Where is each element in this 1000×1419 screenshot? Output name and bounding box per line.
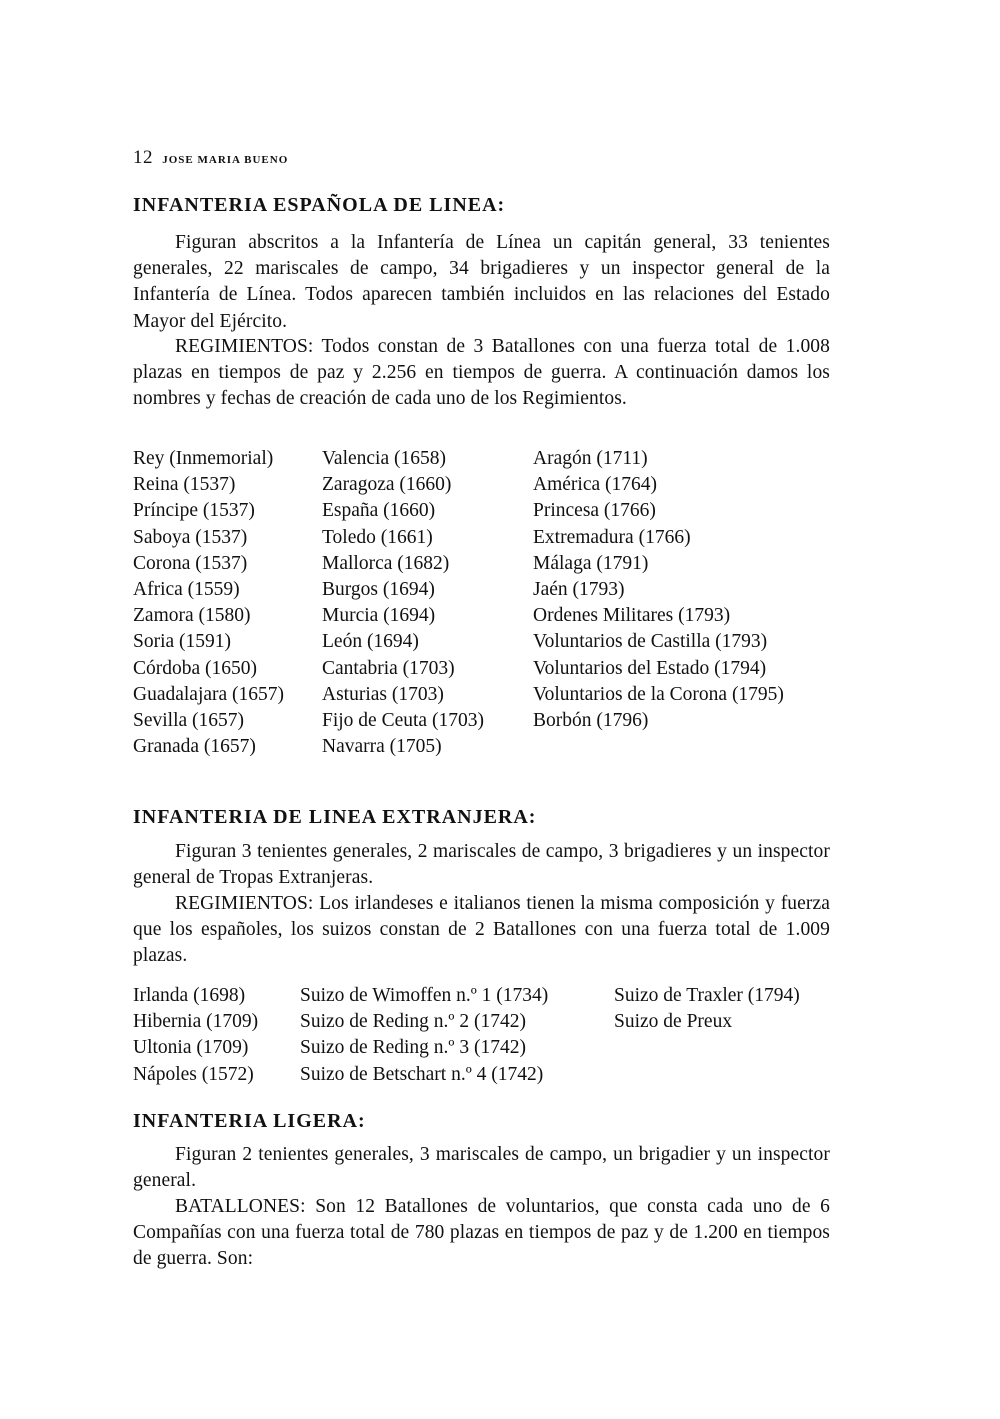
foreign-regiment-column-3 xyxy=(614,983,800,1035)
list-item: Murcia (1694) xyxy=(322,605,436,627)
list-item: Princesa (1766) xyxy=(533,500,656,522)
list-item: León (1694) xyxy=(322,631,419,653)
list-item: Africa (1559) xyxy=(133,579,240,601)
list-item: Príncipe (1537) xyxy=(133,500,255,522)
list-item: Málaga (1791) xyxy=(533,552,649,574)
list-item: Valencia (1658) xyxy=(322,448,446,469)
list-item: Zaragoza (1660) xyxy=(322,474,452,496)
section-title-infanteria-extranjera: INFANTERIA DE LINEA EXTRANJERA: xyxy=(133,806,537,828)
list-item: Rey (Inmemorial) xyxy=(133,448,274,469)
list-item: Mallorca (1682) xyxy=(322,552,450,574)
list-item: Granada (1657) xyxy=(133,736,256,758)
list-item: Guadalajara (1657) xyxy=(133,683,285,705)
paragraph-tropas-extranjeras: Figuran 3 tenientes generales, 2 mariscales de campo, 3 brigadieres y un inspector general de Tropas Extranjeras. xyxy=(133,841,830,889)
paragraph-abscritos: Figuran abscritos a la Infantería de Línea un capitán general, 33 tenientes generales, 22 mariscales de campo, 34 brigadieres y un inspector general de la Infantería de Línea. Todos aparecen también incluidos en las relaciones del Estado Mayor del Ejército. xyxy=(133,232,830,332)
list-item: Aragón (1711) xyxy=(533,448,648,469)
list-item: Sevilla (1657) xyxy=(133,710,245,732)
list-item: Irlanda (1698) xyxy=(133,985,246,1006)
list-item: Cantabria (1703) xyxy=(322,657,455,679)
list-item: Soria (1591) xyxy=(133,631,232,653)
list-item: Burgos (1694) xyxy=(322,579,435,601)
paragraph-regimientos-extranjeros: REGIMIENTOS: Los irlandeses e italianos tienen la misma composición y fuerza que los españoles, los suizos constan de 2 Batallones con una fuerza total de 1.009 plazas. xyxy=(133,893,830,967)
list-item: Suizo de Wimoffen n.º 1 (1734) xyxy=(300,985,549,1006)
list-item: Ultonia (1709) xyxy=(133,1037,249,1059)
section-title-infanteria-ligera: INFANTERIA LIGERA: xyxy=(133,1110,366,1132)
list-item: Suizo de Betschart n.º 4 (1742) xyxy=(300,1063,544,1085)
regiment-list-column-1 xyxy=(133,446,284,760)
list-item: Fijo de Ceuta (1703) xyxy=(322,710,484,732)
foreign-regiment-column-2 xyxy=(300,983,548,1088)
list-item: Suizo de Reding n.º 3 (1742) xyxy=(300,1037,526,1059)
paragraph-batallones: BATALLONES: Son 12 Batallones de voluntarios, que consta cada uno de 6 Compañías con una fuerza total de 780 plazas en tiempos de paz y de 1.200 en tiempos de guerra. Son: xyxy=(133,1196,830,1270)
list-item: Saboya (1537) xyxy=(133,526,248,548)
list-item: Suizo de Traxler (1794) xyxy=(614,985,800,1006)
list-item: Jaén (1793) xyxy=(533,579,625,601)
regiment-list-column-3 xyxy=(533,446,784,734)
paragraph-regimientos: REGIMIENTOS: Todos constan de 3 Batallones con una fuerza total de 1.008 plazas en tiempos de paz y 2.256 en tiempos de guerra. A continuación damos los nombres y fechas de creación de cada uno de los Regimientos. xyxy=(133,336,830,410)
list-item: Hibernia (1709) xyxy=(133,1011,259,1033)
running-author: JOSE MARIA BUENO xyxy=(162,154,289,166)
list-item: Toledo (1661) xyxy=(322,526,433,548)
list-item: Suizo de Preux xyxy=(614,1011,733,1033)
list-item: Voluntarios del Estado (1794) xyxy=(533,657,767,679)
foreign-regiment-column-1 xyxy=(133,983,258,1088)
paragraph-ligera-generales: Figuran 2 tenientes generales, 3 mariscales de campo, un brigadier y un inspector general. xyxy=(133,1144,830,1192)
list-item: Navarra (1705) xyxy=(322,736,442,758)
list-item: Voluntarios de Castilla (1793) xyxy=(533,631,768,653)
list-item: Ordenes Militares (1793) xyxy=(533,605,731,627)
list-item: Voluntarios de la Corona (1795) xyxy=(533,683,784,705)
list-item: América (1764) xyxy=(533,474,657,496)
list-item: Borbón (1796) xyxy=(533,710,649,732)
list-item: España (1660) xyxy=(322,500,436,522)
list-item: Córdoba (1650) xyxy=(133,657,258,679)
list-item: Suizo de Reding n.º 2 (1742) xyxy=(300,1011,526,1033)
list-item: Nápoles (1572) xyxy=(133,1063,254,1085)
list-item: Extremadura (1766) xyxy=(533,526,691,548)
running-header xyxy=(133,147,288,169)
section-title-infanteria-espanola: INFANTERIA ESPAÑOLA DE LINEA: xyxy=(133,194,506,216)
list-item: Reina (1537) xyxy=(133,474,236,496)
list-item: Asturias (1703) xyxy=(322,683,444,705)
page-number: 12 xyxy=(133,147,153,168)
list-item: Zamora (1580) xyxy=(133,605,251,627)
regiment-list-column-2 xyxy=(322,446,484,760)
list-item: Corona (1537) xyxy=(133,552,248,574)
